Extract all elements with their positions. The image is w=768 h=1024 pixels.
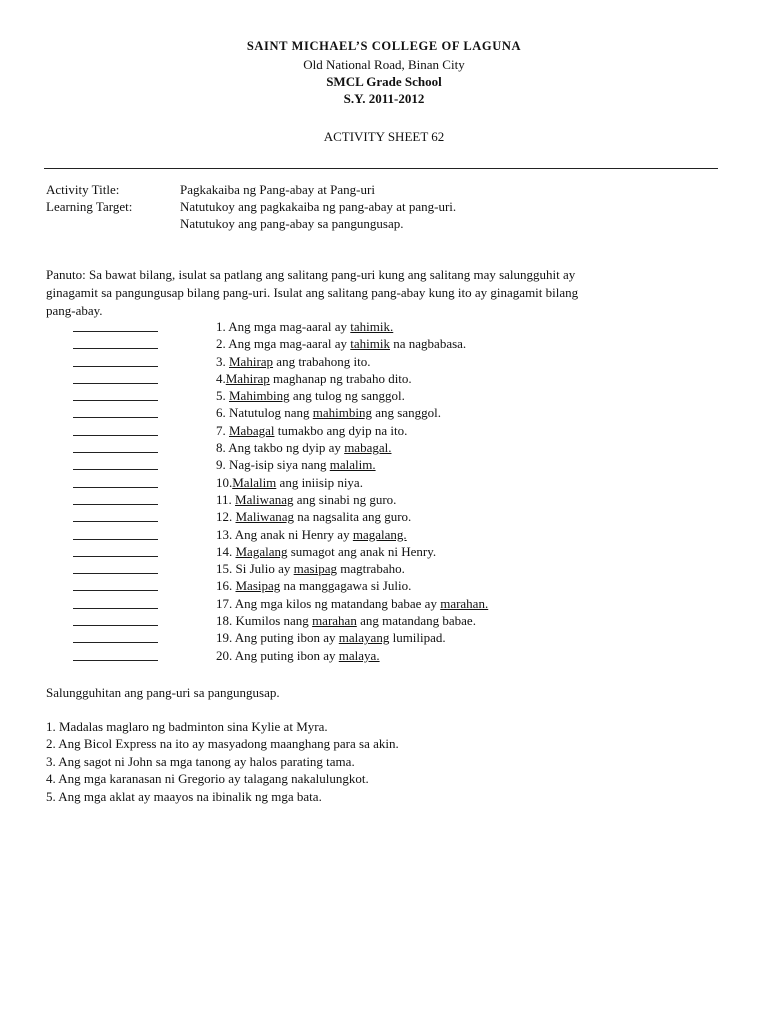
exercise-sentence	[216, 318, 393, 335]
sentence-suffix: lumilipad.	[389, 630, 446, 646]
answer-blank[interactable]	[73, 400, 158, 401]
part2-sentence-list	[46, 718, 399, 805]
exercise-item	[0, 612, 768, 629]
exercise-sentence	[216, 474, 363, 491]
exercise-sentence	[216, 491, 396, 508]
exercise-sentence	[216, 647, 380, 664]
answer-blank[interactable]	[73, 417, 158, 418]
exercise-sentence	[216, 422, 407, 439]
underlined-word: Magalang	[235, 543, 288, 559]
answer-blank[interactable]	[73, 521, 158, 522]
answer-blank[interactable]	[73, 590, 158, 591]
grade-school: SMCL Grade School	[326, 74, 442, 89]
part2-sentence: 1. Madalas maglaro ng badminton sina Kylie at Myra.	[46, 719, 328, 734]
exercise-item	[0, 508, 768, 525]
exercise-item	[0, 595, 768, 612]
answer-blank[interactable]	[73, 348, 158, 349]
sentence-suffix: na manggagawa si Julio.	[280, 578, 412, 594]
sentence-suffix: sumagot ang anak ni Henry.	[287, 543, 437, 559]
sentence-suffix: ang iniisip niya.	[276, 474, 363, 490]
underlined-word: Mahimbing	[229, 388, 290, 404]
sentence-prefix: 4.	[216, 370, 226, 386]
sentence-suffix: na nagbabasa.	[390, 336, 467, 352]
sentence-prefix: 12.	[216, 509, 236, 525]
sentence-prefix: 13. Ang anak ni Henry ay	[216, 526, 353, 542]
sentence-suffix: ang sinabi ng guro.	[293, 491, 397, 507]
sentence-prefix: 16.	[216, 578, 236, 594]
exercise-item	[0, 491, 768, 508]
sentence-prefix: 14.	[216, 543, 236, 559]
answer-blank[interactable]	[73, 487, 158, 488]
underlined-word: Maliwanag	[235, 491, 294, 507]
part2-sentence: 4. Ang mga karanasan ni Gregorio ay talagang nakalulungkot.	[46, 771, 369, 787]
exercise-item	[0, 439, 768, 456]
exercise-item	[0, 647, 768, 664]
exercise-sentence	[216, 612, 476, 629]
exercise-item	[0, 526, 768, 543]
sentence-suffix: ang trabahong ito.	[273, 353, 371, 369]
answer-blank[interactable]	[73, 539, 158, 540]
school-year: S.Y. 2011-2012	[343, 91, 425, 106]
sentence-prefix: 15. Si Julio ay	[216, 561, 294, 577]
exercise-item	[0, 456, 768, 473]
exercise-sentence	[216, 370, 412, 387]
underlined-word: Mabagal	[229, 422, 275, 438]
part2-sentence: 3. Ang sagot ni John sa mga tanong ay halos parating tama.	[46, 753, 355, 769]
exercise-sentence	[216, 595, 488, 612]
learning-target-label: Learning Target:	[46, 199, 133, 214]
school-name: SAINT MICHAEL’S COLLEGE OF LAGUNA	[246, 39, 522, 53]
exercise-sentence	[216, 526, 407, 543]
learning-target-value-2: Natutukoy ang pang-abay sa pangungusap.	[180, 216, 404, 231]
underlined-word: mabagal.	[344, 440, 392, 456]
activity-sheet-title: ACTIVITY SHEET 62	[323, 129, 445, 144]
answer-blank[interactable]	[73, 556, 158, 557]
answer-blank[interactable]	[73, 642, 158, 643]
exercise-sentence	[216, 353, 371, 370]
sentence-prefix: 11.	[216, 491, 236, 507]
underlined-word: masipag	[293, 561, 337, 577]
exercise-item	[0, 560, 768, 577]
sentence-suffix: magtrabaho.	[336, 561, 405, 577]
underlined-word: Maliwanag	[235, 509, 294, 525]
underlined-word: Malalim	[232, 474, 277, 490]
part2-instruction: Salungguhitan ang pang-uri sa pangungusap.	[46, 685, 280, 700]
school-address: Old National Road, Binan City	[303, 57, 465, 72]
instruction-text: Panuto: Sa bawat bilang, isulat sa patlang ang salitang pang-uri kung ang salitang may salungguhit ay ginagamit sa pangungusap bilang pang-uri. Isulat ang salitang pang-abay kung ito ay ginagamit bilang pang-abay.	[46, 267, 579, 318]
exercise-sentence	[216, 577, 411, 594]
underlined-word: tahimik.	[350, 319, 394, 334]
answer-blank[interactable]	[73, 435, 158, 436]
sentence-suffix: ang matandang babae.	[356, 613, 476, 629]
underlined-word: tahimik	[350, 336, 391, 352]
exercise-item	[0, 318, 768, 335]
answer-blank[interactable]	[73, 452, 158, 453]
underlined-word: malaya.	[338, 647, 380, 663]
exercise-sentence	[216, 508, 411, 525]
exercise-item	[0, 387, 768, 404]
sentence-suffix: maghanap ng trabaho dito.	[269, 370, 412, 386]
exercise-sentence	[216, 543, 436, 560]
sentence-suffix: ang sanggol.	[371, 405, 441, 421]
part2-sentence: 2. Ang Bicol Express na ito ay masyadong maanghang para sa akin.	[46, 736, 399, 752]
exercise-item	[0, 543, 768, 560]
exercise-item	[0, 422, 768, 439]
exercise-item	[0, 629, 768, 646]
exercise-item	[0, 335, 768, 352]
answer-blank[interactable]	[73, 383, 158, 384]
exercise-item	[0, 474, 768, 491]
sentence-prefix: 2. Ang mga mag-aaral ay	[216, 336, 351, 352]
underlined-word: malalim.	[329, 457, 376, 473]
exercise-sentence	[216, 335, 466, 352]
answer-blank[interactable]	[73, 504, 158, 505]
part2-sentence: 5. Ang mga aklat ay maayos na ibinalik ng mga bata.	[46, 788, 322, 804]
header-divider	[44, 168, 718, 169]
sentence-prefix: 3.	[216, 353, 229, 369]
sentence-suffix: tumakbo ang dyip na ito.	[274, 422, 408, 438]
underlined-word: marahan	[312, 613, 357, 629]
underlined-word: malayang	[338, 630, 390, 646]
exercise-sentence	[216, 387, 405, 404]
exercise-item	[0, 353, 768, 370]
sentence-prefix: 9. Nag-isip siya nang	[216, 457, 330, 473]
exercise-sentence	[216, 456, 376, 473]
sentence-prefix: 10.	[216, 474, 233, 490]
sentence-prefix: 1. Ang mga mag-aaral ay	[216, 319, 351, 334]
sentence-prefix: 6. Natutulog nang	[216, 405, 313, 421]
exercise-sentence	[216, 560, 405, 577]
answer-blank[interactable]	[73, 366, 158, 367]
underlined-word: marahan.	[440, 595, 489, 611]
sentence-prefix: 18. Kumilos nang	[216, 613, 313, 629]
exercise-list	[0, 318, 768, 664]
exercise-sentence	[216, 404, 441, 421]
activity-title-label: Activity Title:	[46, 182, 120, 197]
answer-blank[interactable]	[73, 469, 158, 470]
exercise-item	[0, 404, 768, 421]
sentence-prefix: 8. Ang takbo ng dyip ay	[216, 440, 345, 456]
underlined-word: Mahirap	[229, 353, 274, 369]
underlined-word: magalang.	[352, 526, 407, 542]
activity-title-value: Pagkakaiba ng Pang-abay at Pang-uri	[180, 182, 375, 197]
answer-blank[interactable]	[73, 660, 158, 661]
exercise-item	[0, 577, 768, 594]
exercise-sentence	[216, 629, 446, 646]
sentence-prefix: 7.	[216, 422, 229, 438]
answer-blank[interactable]	[73, 625, 158, 626]
sentence-suffix: ang tulog ng sanggol.	[289, 388, 405, 404]
exercise-sentence	[216, 439, 391, 456]
underlined-word: Mahirap	[225, 370, 270, 386]
answer-blank[interactable]	[73, 331, 158, 332]
underlined-word: mahimbing	[312, 405, 372, 421]
sentence-prefix: 20. Ang puting ibon ay	[216, 647, 339, 663]
sentence-prefix: 5.	[216, 388, 229, 404]
exercise-item	[0, 370, 768, 387]
answer-blank[interactable]	[73, 608, 158, 609]
sentence-suffix: na nagsalita ang guro.	[293, 509, 412, 525]
answer-blank[interactable]	[73, 573, 158, 574]
sentence-prefix: 19. Ang puting ibon ay	[216, 630, 339, 646]
underlined-word: Masipag	[235, 578, 281, 594]
sentence-prefix: 17. Ang mga kilos ng matandang babae ay	[216, 595, 441, 611]
learning-target-value-1: Natutukoy ang pagkakaiba ng pang-abay at pang-uri.	[180, 199, 457, 214]
